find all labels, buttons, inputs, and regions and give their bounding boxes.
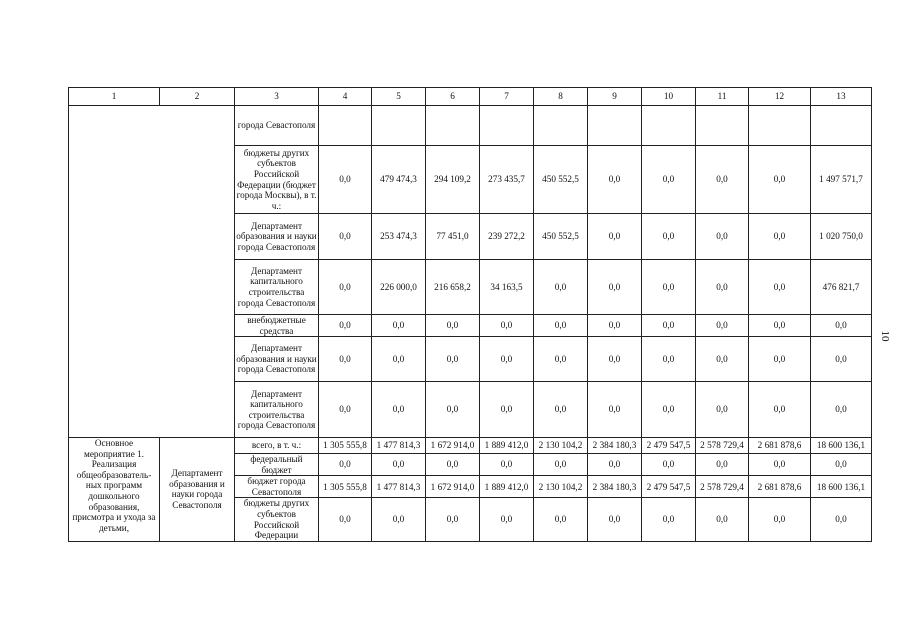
value-cell: 0,0 bbox=[319, 260, 372, 315]
value-cell: 0,0 bbox=[319, 382, 372, 438]
value-cell: 0,0 bbox=[480, 498, 534, 541]
header-cell: 6 bbox=[426, 88, 480, 106]
funding-source-cell: всего, в т. ч.: bbox=[235, 438, 319, 454]
value-cell: 0,0 bbox=[696, 260, 749, 315]
value-cell: 1 305 555,8 bbox=[319, 476, 372, 498]
value-cell: 1 020 750,0 bbox=[811, 214, 872, 260]
value-cell: 0,0 bbox=[372, 315, 426, 337]
value-cell: 0,0 bbox=[642, 214, 696, 260]
value-cell bbox=[811, 106, 872, 146]
value-cell bbox=[696, 106, 749, 146]
value-cell bbox=[642, 106, 696, 146]
value-cell: 0,0 bbox=[426, 337, 480, 382]
value-cell: 18 600 136,1 bbox=[811, 438, 872, 454]
value-cell: 0,0 bbox=[642, 146, 696, 214]
value-cell: 0,0 bbox=[811, 498, 872, 541]
value-cell: 253 474,3 bbox=[372, 214, 426, 260]
funding-source-cell: внебюджетные средства bbox=[235, 315, 319, 337]
value-cell: 0,0 bbox=[426, 382, 480, 438]
header-cell: 5 bbox=[372, 88, 426, 106]
value-cell: 0,0 bbox=[480, 382, 534, 438]
value-cell: 0,0 bbox=[811, 454, 872, 476]
funding-source-cell: Департамент образования и науки города Севастополя bbox=[235, 337, 319, 382]
header-cell: 13 bbox=[811, 88, 872, 106]
funding-source-cell: Департамент образования и науки города Севастополя bbox=[235, 214, 319, 260]
event-name-cell: Основное мероприятие 1. Реализация общеобразователь-ных программ дошкольного образования, присмотра и ухода за детьми, bbox=[69, 438, 160, 542]
value-cell bbox=[749, 106, 811, 146]
value-cell: 1 889 412,0 bbox=[480, 476, 534, 498]
value-cell: 0,0 bbox=[534, 315, 588, 337]
value-cell: 0,0 bbox=[749, 146, 811, 214]
value-cell: 0,0 bbox=[534, 337, 588, 382]
value-cell: 0,0 bbox=[426, 315, 480, 337]
funding-source-cell: бюджеты других субъектов Российской Федерации (бюджет города Москвы), в т. ч.: bbox=[235, 146, 319, 214]
value-cell: 0,0 bbox=[319, 498, 372, 541]
value-cell: 0,0 bbox=[749, 337, 811, 382]
value-cell: 0,0 bbox=[372, 337, 426, 382]
header-cell: 10 bbox=[642, 88, 696, 106]
value-cell: 0,0 bbox=[642, 315, 696, 337]
value-cell: 0,0 bbox=[642, 337, 696, 382]
value-cell: 0,0 bbox=[426, 454, 480, 476]
value-cell: 18 600 136,1 bbox=[811, 476, 872, 498]
value-cell: 0,0 bbox=[372, 382, 426, 438]
value-cell: 0,0 bbox=[480, 337, 534, 382]
value-cell: 0,0 bbox=[749, 214, 811, 260]
value-cell: 0,0 bbox=[588, 214, 642, 260]
header-cell: 11 bbox=[696, 88, 749, 106]
value-cell: 0,0 bbox=[588, 382, 642, 438]
value-cell: 2 681 878,6 bbox=[749, 476, 811, 498]
value-cell: 450 552,5 bbox=[534, 214, 588, 260]
value-cell: 0,0 bbox=[749, 260, 811, 315]
value-cell: 273 435,7 bbox=[480, 146, 534, 214]
value-cell: 0,0 bbox=[696, 337, 749, 382]
value-cell: 0,0 bbox=[811, 315, 872, 337]
value-cell: 1 497 571,7 bbox=[811, 146, 872, 214]
executor-cell: Департамент образования и науки города Севастополя bbox=[160, 438, 235, 542]
value-cell: 1 477 814,3 bbox=[372, 476, 426, 498]
funding-source-cell: города Севастополя bbox=[235, 106, 319, 146]
value-cell bbox=[480, 106, 534, 146]
value-cell: 0,0 bbox=[749, 382, 811, 438]
header-cell: 9 bbox=[588, 88, 642, 106]
value-cell: 0,0 bbox=[480, 454, 534, 476]
table-row bbox=[69, 106, 872, 146]
value-cell bbox=[319, 106, 372, 146]
value-cell: 2 384 180,3 bbox=[588, 476, 642, 498]
value-cell: 0,0 bbox=[534, 260, 588, 315]
header-cell: 7 bbox=[480, 88, 534, 106]
value-cell: 1 305 555,8 bbox=[319, 438, 372, 454]
value-cell: 2 578 729,4 bbox=[696, 476, 749, 498]
value-cell: 0,0 bbox=[642, 454, 696, 476]
value-cell: 0,0 bbox=[749, 315, 811, 337]
value-cell: 1 672 914,0 bbox=[426, 438, 480, 454]
value-cell: 0,0 bbox=[588, 146, 642, 214]
value-cell: 0,0 bbox=[534, 498, 588, 541]
page-number: 10 bbox=[879, 330, 891, 342]
value-cell: 1 477 814,3 bbox=[372, 438, 426, 454]
value-cell bbox=[426, 106, 480, 146]
funding-source-cell: Департамент капитального строительства города Севастополя bbox=[235, 260, 319, 315]
value-cell: 294 109,2 bbox=[426, 146, 480, 214]
value-cell: 0,0 bbox=[588, 260, 642, 315]
value-cell: 0,0 bbox=[642, 382, 696, 438]
table-row bbox=[69, 438, 872, 454]
value-cell: 0,0 bbox=[696, 498, 749, 541]
value-cell: 2 384 180,3 bbox=[588, 438, 642, 454]
funding-source-cell: федеральный бюджет bbox=[235, 454, 319, 476]
budget-table bbox=[68, 87, 872, 542]
value-cell bbox=[372, 106, 426, 146]
value-cell: 479 474,3 bbox=[372, 146, 426, 214]
header-cell: 2 bbox=[160, 88, 235, 106]
header-row bbox=[69, 88, 872, 106]
value-cell: 0,0 bbox=[319, 454, 372, 476]
value-cell: 0,0 bbox=[534, 382, 588, 438]
funding-source-cell: бюджеты других субъектов Российской Федерации bbox=[235, 498, 319, 541]
value-cell: 0,0 bbox=[480, 315, 534, 337]
event-cell bbox=[69, 106, 235, 438]
header-cell: 4 bbox=[319, 88, 372, 106]
value-cell: 0,0 bbox=[642, 260, 696, 315]
header-cell: 3 bbox=[235, 88, 319, 106]
funding-source-cell: бюджет города Севастополя bbox=[235, 476, 319, 498]
value-cell: 0,0 bbox=[811, 382, 872, 438]
value-cell: 0,0 bbox=[696, 382, 749, 438]
value-cell: 77 451,0 bbox=[426, 214, 480, 260]
value-cell: 0,0 bbox=[811, 337, 872, 382]
value-cell: 34 163,5 bbox=[480, 260, 534, 315]
value-cell: 2 578 729,4 bbox=[696, 438, 749, 454]
value-cell: 0,0 bbox=[588, 337, 642, 382]
value-cell: 0,0 bbox=[426, 498, 480, 541]
value-cell: 0,0 bbox=[319, 146, 372, 214]
value-cell: 0,0 bbox=[534, 454, 588, 476]
value-cell: 0,0 bbox=[372, 498, 426, 541]
value-cell: 2 479 547,5 bbox=[642, 438, 696, 454]
value-cell: 0,0 bbox=[588, 498, 642, 541]
value-cell: 450 552,5 bbox=[534, 146, 588, 214]
value-cell: 0,0 bbox=[319, 337, 372, 382]
value-cell: 0,0 bbox=[642, 498, 696, 541]
funding-source-cell: Департамент капитального строительства города Севастополя bbox=[235, 382, 319, 438]
value-cell: 0,0 bbox=[749, 498, 811, 541]
value-cell: 0,0 bbox=[696, 214, 749, 260]
value-cell: 0,0 bbox=[696, 315, 749, 337]
value-cell: 0,0 bbox=[372, 454, 426, 476]
value-cell: 239 272,2 bbox=[480, 214, 534, 260]
value-cell: 2 681 878,6 bbox=[749, 438, 811, 454]
header-cell: 1 bbox=[69, 88, 160, 106]
value-cell: 0,0 bbox=[749, 454, 811, 476]
value-cell: 2 130 104,2 bbox=[534, 476, 588, 498]
header-cell: 8 bbox=[534, 88, 588, 106]
value-cell: 0,0 bbox=[588, 454, 642, 476]
value-cell: 2 479 547,5 bbox=[642, 476, 696, 498]
value-cell: 0,0 bbox=[696, 454, 749, 476]
value-cell: 2 130 104,2 bbox=[534, 438, 588, 454]
value-cell: 216 658,2 bbox=[426, 260, 480, 315]
value-cell: 0,0 bbox=[588, 315, 642, 337]
value-cell: 1 889 412,0 bbox=[480, 438, 534, 454]
value-cell bbox=[588, 106, 642, 146]
value-cell: 476 821,7 bbox=[811, 260, 872, 315]
value-cell: 1 672 914,0 bbox=[426, 476, 480, 498]
value-cell: 0,0 bbox=[319, 315, 372, 337]
value-cell: 0,0 bbox=[319, 214, 372, 260]
value-cell bbox=[534, 106, 588, 146]
value-cell: 0,0 bbox=[696, 146, 749, 214]
value-cell: 226 000,0 bbox=[372, 260, 426, 315]
header-cell: 12 bbox=[749, 88, 811, 106]
